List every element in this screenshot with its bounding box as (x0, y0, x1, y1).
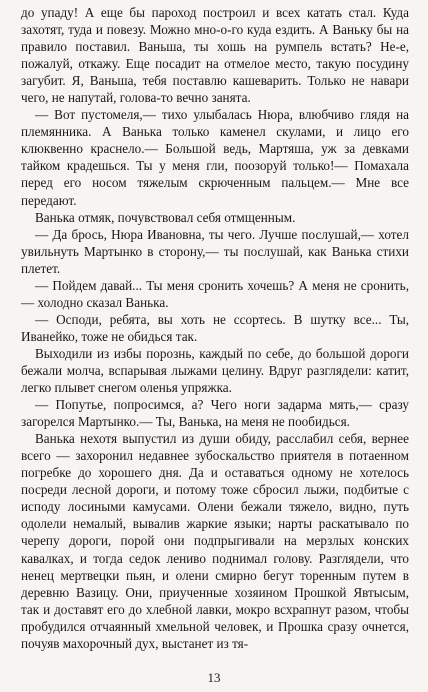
paragraph: — Вот пустомеля,— тихо улыбалась Нюра, влюбчиво глядя на племянника. А Ванька только каменел скулами, и лицо его клюквенно краснело.— Большой ведь, Мартяша, уж за девками тайком крадешься. Ты у меня гли, поозоруй только!— Помахала перед его носом тяжелым скрюченным пальцем.— Мне все передают. (21, 107, 409, 208)
paragraph: до упаду! А еще бы пароход построил и всех катать стал. Куда захотят, туда и повезу. Можно мно-о-го куда ездить. А Ваньку бы на правило поставил. Ваньша, ты хошь на румпель встать? Не-е, пожалуй, откажу. Еще посадит на отмелое место, такую посудину загубит. Я, Ваньша, тебя поставлю кашеварить. Только не навари чего, не напутай, голова-то вечно занята. (21, 5, 409, 106)
paragraph: — Попутье, попросимся, а? Чего ноги задарма мять,— сразу загорелся Мартынко.— Ты, Ванька, на меня не пообидься. (21, 397, 409, 430)
paragraph: — Осподи, ребята, вы хоть не ссортесь. В шутку все... Ты, Иванейко, тоже не обидься так. (21, 311, 409, 344)
paragraph: Ванька отмяк, почувствовал себя отмщенным. (35, 209, 296, 225)
page-body-text (21, 4, 409, 652)
paragraph: — Пойдем давай... Ты меня сронить хочешь? А меня не сронить,— холодно сказал Ванька. (21, 277, 409, 310)
paragraph: Выходили из избы порознь, каждый по себе, до большой дороги бежали молча, вспарывая лыжами целину. Вдруг разглядели: катит, легко плывет снегом оленья упряжка. (21, 345, 409, 396)
page-number: 13 (207, 670, 221, 685)
paragraph: — Да брось, Нюра Ивановна, ты чего. Лучше послушай,— хотел увильнуть Мартынко в сторону,— ты послушай, как Ванька стихи плетет. (21, 226, 409, 276)
paragraph: Ванька нехотя выпустил из души обиду, расслабил себя, вернее всего — захоронил недавнее зубоскальство приятеля в потаенном погребке до хорошего дня. Да и оставаться одному не хотелось посреди лесной дороги, и потому тоже сбросил лыжи, подбитые с исподу лосиными камусами. Олени бежали тяжело, видно, путь одолели немалый, вывалив жаркие языки; нарты раскатывало по черепу дороги, порой они подпрыгивали на мерзлых конских кавалках, и тогда седок лениво поднимал голову. Разглядели, что ненец мертвецки пьян, и олени смирно бегут торенным путем в деревню Вазицу. Они, приученные хозяином Прошкой Явтысым, так и доставят его до хлебной лавки, мокро всхрапнут разом, чтобы пробудился отчаянный хмельной человек, и Прошка сразу очнется, почуяв махорочный дух, выстанет из тя- (21, 431, 409, 651)
